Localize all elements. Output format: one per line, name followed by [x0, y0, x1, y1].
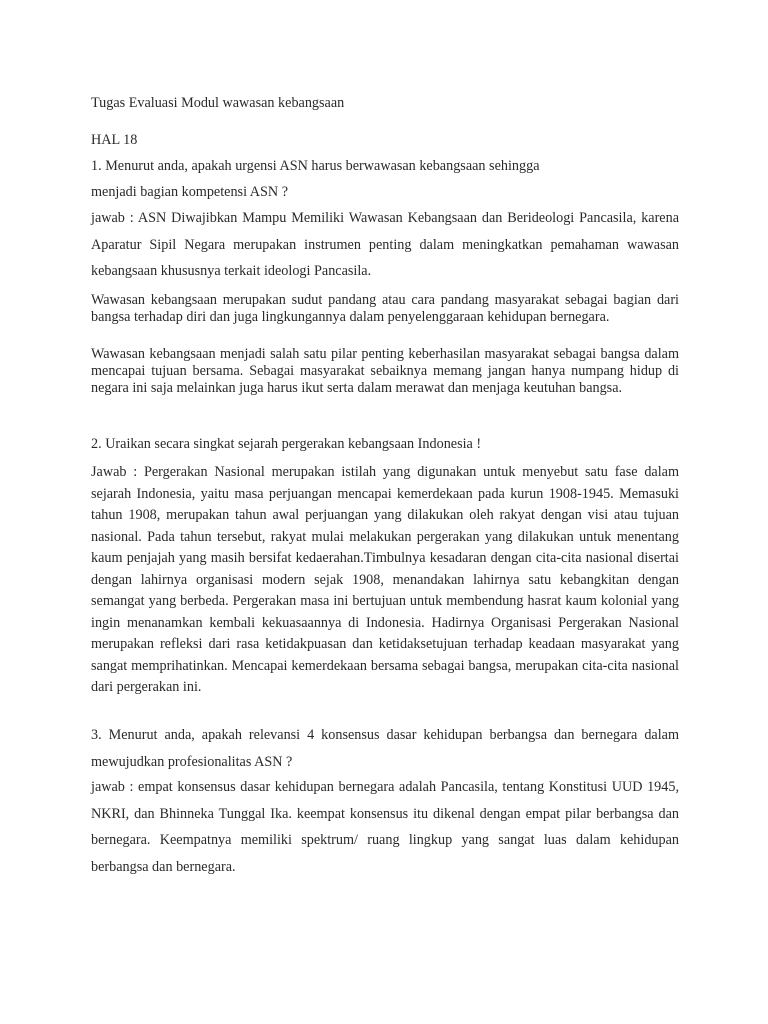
answer-3: jawab : empat konsensus dasar kehidupan bernegara adalah Pancasila, tentang Konstitusi UUD 1945, NKRI, dan Bhinneka Tunggal Ika. keempat konsensus itu dikenal dengan empat pilar berbangsa dan bernegara. Keempatnya memiliki spektrum/ ruang lingkup yang sangat luas dalam kehidupan berbangsa dan bernegara.: [91, 779, 679, 875]
answer-1-paragraph-2: Wawasan kebangsaan merupakan sudut pandang atau cara pandang masyarakat sebagai bagian dari bangsa terhadap diri dan juga lingkungannya dalam penyelenggaraan kehidupan bernegara.: [91, 292, 679, 325]
page-label: HAL 18: [91, 132, 138, 148]
question-2: 2. Uraikan secara singkat sejarah pergerakan kebangsaan Indonesia !: [91, 436, 482, 452]
answer-1: jawab : ASN Diwajibkan Mampu Memiliki Wawasan Kebangsaan dan Berideologi Pancasila, karena Aparatur Sipil Negara merupakan instrumen penting dalam meningkatkan pemahaman wawasan kebangsaan khususnya terkait ideologi Pancasila.: [91, 210, 679, 279]
question-1-line-2: menjadi bagian kompetensi ASN ?: [91, 184, 289, 200]
document-title: Tugas Evaluasi Modul wawasan kebangsaan: [91, 95, 345, 111]
answer-2: Jawab : Pergerakan Nasional merupakan istilah yang digunakan untuk menyebut satu fase dalam sejarah Indonesia, yaitu masa perjuangan mencapai kemerdekaan pada kurun 1908-1945. Memasuki tahun 1908, merupakan tahun awal perjuangan yang dilakukan oleh rakyat dengan visi atau tujuan nasional. Pada tahun tersebut, rakyat mulai melakukan pergerakan yang dilakukan untuk menentang kaum penjajah yang masih bersifat kedaerahan.Timbulnya kesadaran dengan cita-cita nasional disertai dengan lahirnya organisasi modern sejak 1908, menandakan lahirnya satu kebangkitan dengan semangat yang berbeda. Pergerakan masa ini bertujuan untuk membendung hasrat kaum kolonial yang ingin menanamkan kembali kekuasaannya di Indonesia. Hadirnya Organisasi Pergerakan Nasional merupakan refleksi dari rasa ketidakpuasan dan ketidaksetujuan terhadap keadaan masyarakat yang sangat memprihatinkan. Mencapai kemerdekaan bersama sebagai bangsa, merupakan cita-cita nasional dari pergerakan ini.: [91, 464, 679, 695]
answer-1-paragraph-3: Wawasan kebangsaan menjadi salah satu pilar penting keberhasilan masyarakat sebagai bangsa dalam mencapai tujuan bersama. Sebagai masyarakat sebaiknya memang jangan hanya numpang hidup di negara ini saja melainkan juga harus ikut serta dalam merawat dan menjaga keutuhan bangsa.: [91, 346, 679, 396]
question-1-line-1: 1. Menurut anda, apakah urgensi ASN harus berwawasan kebangsaan sehingga: [91, 158, 540, 174]
question-3: 3. Menurut anda, apakah relevansi 4 konsensus dasar kehidupan berbangsa dan bernegara dalam mewujudkan profesionalitas ASN ?: [91, 727, 679, 770]
